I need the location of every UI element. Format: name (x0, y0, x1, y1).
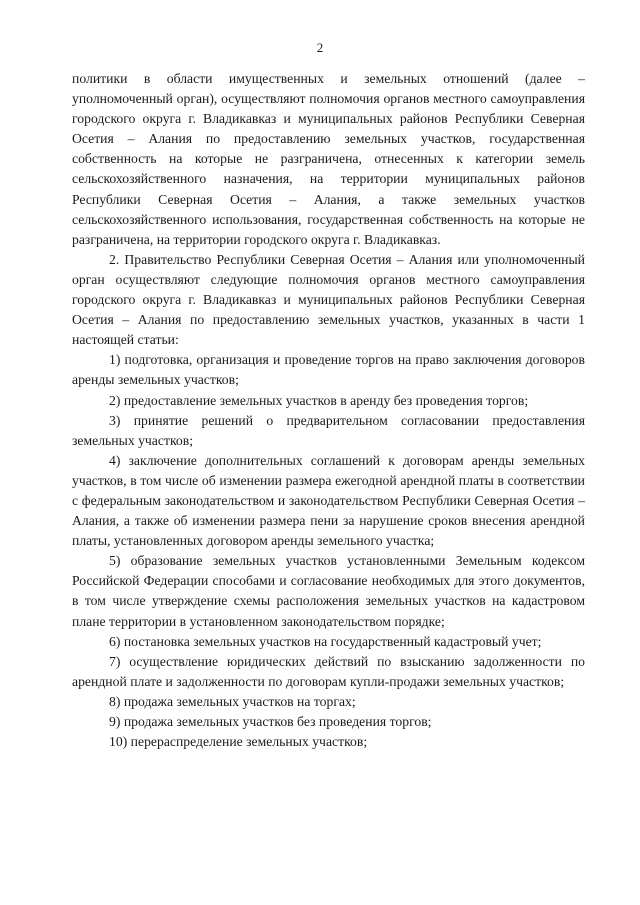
list-item-3: 3) принятие решений о предварительном согласовании предоставления земельных участков; (72, 412, 585, 448)
list-item-4: 4) заключение дополнительных соглашений к договорам аренды земельных участков, в том числе об изменении размера ежегодной арендной платы в соответствии с федеральным законодательством и законодательством Республики Северная Осетия – Алания, а также об изменении размера пени за нарушение сроков внесения арендной платы, установленных договором аренды земельного участка; (72, 452, 585, 549)
list-item-1: 1) подготовка, организация и проведение торгов на право заключения договоров аренды земельных участков; (72, 352, 585, 388)
list-item-10: 10) перераспределение земельных участков; (109, 734, 368, 750)
page-number: 2 (316, 40, 324, 55)
list-item-9: 9) продажа земельных участков без проведения торгов; (109, 714, 432, 729)
list-item-7: 7) осуществление юридических действий по взысканию задолженности по арендной плате и задолженности по договорам купли-продажи земельных участков; (72, 653, 585, 689)
list-item-2: 2) предоставление земельных участков в аренду без проведения торгов; (109, 392, 529, 408)
list-item-5: 5) образование земельных участков установленными Земельным кодексом Российской Федерации способами и согласование необходимых для этого документов, в том числе утверждение схемы расположения земельных участков на кадастровом плане территории в установленном законодательством порядке; (72, 553, 585, 629)
paragraph-continuation: политики в области имущественных и земельных отношений (далее – уполномоченный орган), осуществляют полномочия органов местного самоуправления городского округа г. Владикавказ и муниципальных районов Республики Северная Осетия – Алания по предоставлению земельных участков, государственная собственность на которые не разграничена, отнесенных к категории земель сельскохозяйственного назначения, на территории муниципальных районов Республики Северная Осетия – Алания, а также земельных участков сельскохозяйственного использования, государственная собственность на которые не разграничена, на территории городского округа г. Владикавказ. (72, 71, 585, 247)
paragraph-part-2: 2. Правительство Республики Северная Осетия – Алания или уполномоченный орган осуществляют следующие полномочия органов местного самоуправления городского округа г. Владикавказ и муниципальных районов Республики Северная Осетия – Алания по предоставлению земельных участков, указанных в части 1 настоящей статьи: (72, 251, 585, 348)
list-item-8: 8) продажа земельных участков на торгах; (109, 693, 356, 709)
list-item-6: 6) постановка земельных участков на государственный кадастровый учет; (109, 633, 542, 649)
body-text (72, 69, 585, 752)
